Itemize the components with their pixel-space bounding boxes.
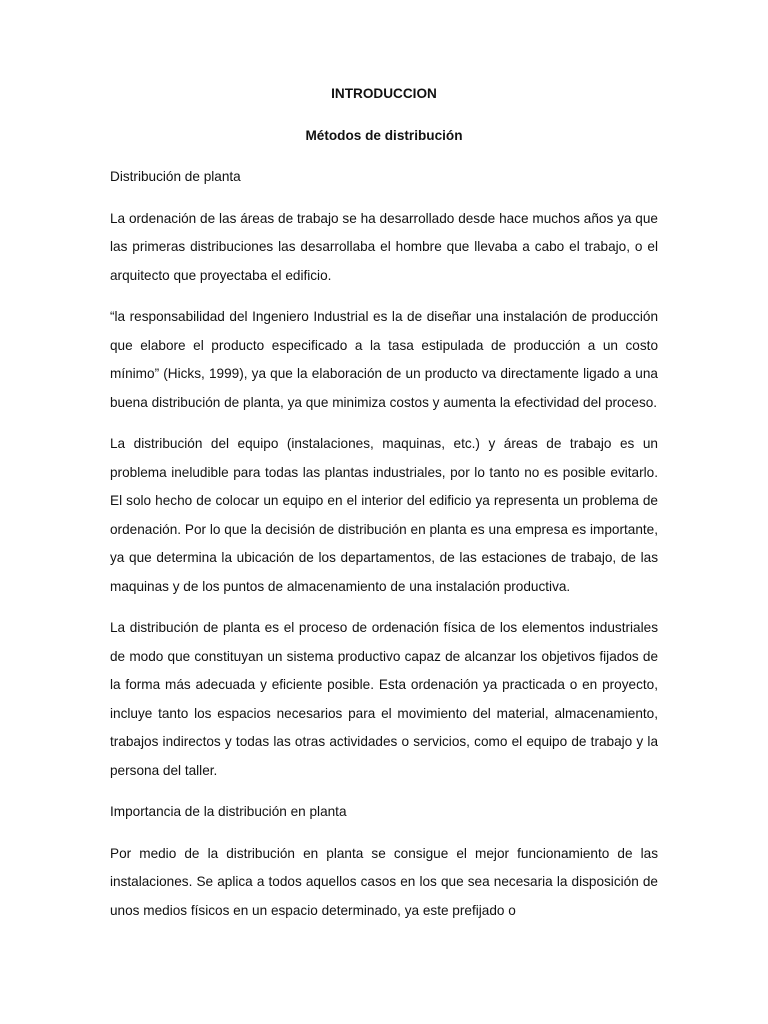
document-page [110,80,658,1024]
document-subtitle: Métodos de distribución [305,127,463,143]
paragraph-2: “la responsabilidad del Ingeniero Industrial es la de diseñar una instalación de producción que elabore el producto especificado a la tasa estipulada de producción a un costo mínimo” (Hicks, 1999), ya que la elaboración de un producto va directamente ligado a una buena distribución de planta, ya que minimiza costos y aumenta la efectividad del proceso. [110,309,658,410]
document-title: INTRODUCCION [331,86,437,101]
paragraph-3: La distribución del equipo (instalaciones, maquinas, etc.) y áreas de trabajo es un problema ineludible para todas las plantas industriales, por lo tanto no es posible evitarlo. El solo hecho de colocar un equipo en el interior del edificio ya representa un problema de ordenación. Por lo que la decisión de distribución en planta es una empresa es importante, ya que determina la ubicación de los departamentos, de las estaciones de trabajo, de las maquinas y de los puntos de almacenamiento de una instalación productiva. [110,436,658,594]
section-heading-importancia: Importancia de la distribución en planta [110,804,347,819]
paragraph-4: La distribución de planta es el proceso de ordenación física de los elementos industriales de modo que constituyan un sistema productivo capaz de alcanzar los objetivos fijados de la forma más adecuada y eficiente posible. Esta ordenación ya practicada o en proyecto, incluye tanto los espacios necesarios para el movimiento del material, almacenamiento, trabajos indirectos y todas las otras actividades o servicios, como el equipo de trabajo y la persona del taller. [110,620,658,778]
section-heading-distribucion: Distribución de planta [110,169,241,184]
paragraph-1: La ordenación de las áreas de trabajo se ha desarrollado desde hace muchos años ya que las primeras distribuciones las desarrollaba el hombre que llevaba a cabo el trabajo, o el arquitecto que proyectaba el edificio. [110,210,658,283]
paragraph-5: Por medio de la distribución en planta se consigue el mejor funcionamiento de las instalaciones. Se aplica a todos aquellos casos en los que sea necesaria la disposición de unos medios físicos en un espacio determinado, ya este prefijado o [110,845,658,918]
